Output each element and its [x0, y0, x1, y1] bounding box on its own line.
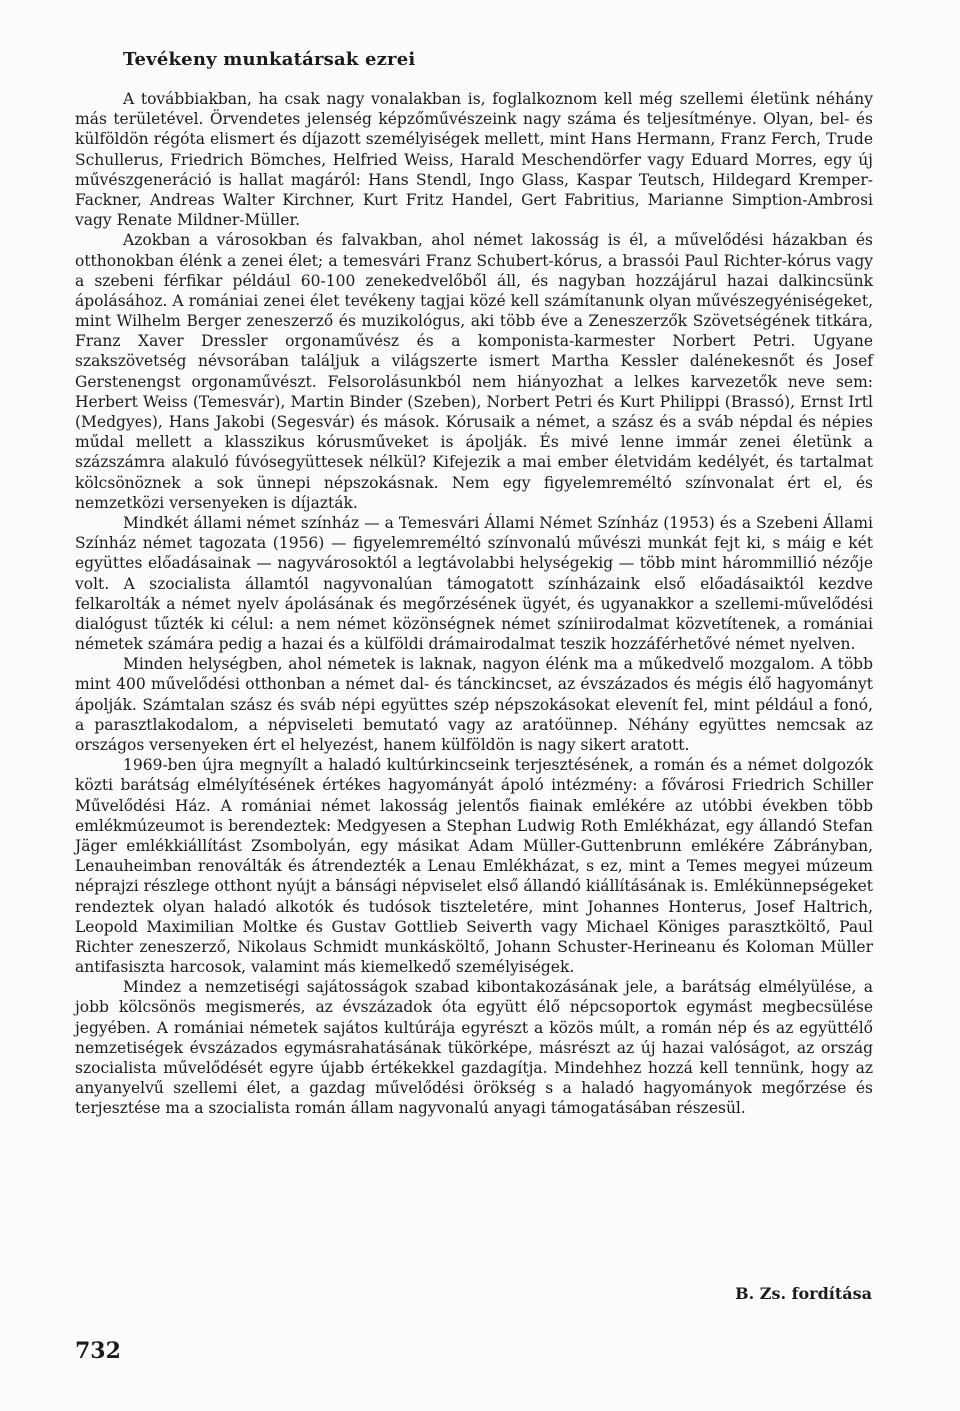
paragraph-1: A továbbiakban, ha csak nagy vonalakban is, foglalkoznom kell még szellemi életünk néhány más területével. Örvendetes jelenség képzőművészeink nagy száma és teljesítménye. Olyan, bel- és külföldön régóta elismert és díjazott személyiségek mellett, mint Hans Hermann, Franz Ferch, Trude Schullerus, Friedrich Bömches, Helfried Weiss, Harald Meschendörfer vagy Eduard Morres, egy új művészgeneráció is hallat magáról: Hans Stendl, Ingo Glass, Kaspar Teutsch, Hildegard Kremper-Fackner, Andreas Walter Kirchner, Kurt Fritz Handel, Gert Fabritius, Marianne Simption-Ambrosi vagy Renate Mildner-Müller.: [75, 90, 873, 230]
paragraph-4: Minden helységben, ahol németek is laknak, nagyon élénk ma a műkedvelő mozgalom. A több mint 400 művelődési otthonban a német dal- és tánckincset, az évszázados és mégis élő hagyományt ápolják. Számtalan szász és sváb népi együttes szép népszokásokat elevenít fel, mint például a fonó, a parasztlakodalom, a népviseleti bemutató vagy az aratóünnep. Néhány együttes nemcsak az országos versenyeken ért el helyezést, hanem külföldön is nagy sikert aratott.: [75, 655, 873, 754]
translator-signature: B. Zs. fordítása: [735, 1284, 872, 1303]
paragraph-2: Azokban a városokban és falvakban, ahol német lakosság is él, a művelődési házakban és otthonokban élénk a zenei élet; a temesvári Franz Schubert-kórus, a brassói Paul Richter-kórus vagy a szebeni férfikar például 60-100 zenekedvelőből áll, és nagyban hozzájárul hazai dalkincsünk ápolásához. A romániai zenei élet tevékeny tagjai közé kell számítanunk olyan művészegyéniségeket, mint Wilhelm Berger zeneszerző és muzikológus, aki több éve a Zeneszerzők Szövetségének titkára, Franz Xaver Dressler orgonaművész és a komponista-karmester Norbert Petri. Ugyane szakszövetség névsorában találjuk a világszerte ismert Martha Kessler dalénekesnőt és Josef Gerstenengst orgonaművészt. Felsorolásunkból nem hiányozhat a lelkes karvezetők neve sem: Herbert Weiss (Temesvár), Martin Binder (Szeben), Norbert Petri és Kurt Philippi (Brassó), Ernst Irtl (Medgyes), Hans Jakobi (Segesvár) és mások. Kórusaik a német, a szász és a sváb népdal és népies műdal mellett a klasszikus kórusműveket is ápolják. És mivé lenne immár zenei életünk a százszámra alakuló fúvósegyüttesek nélkül? Kifejezik a mai ember életvidám kedélyét, és tartalmat kölcsönöznek a sok ünnepi népszokásnak. Nem egy figyelemreméltó színvonalat ért el, és nemzetközi versenyeken is díjazták.: [75, 231, 873, 512]
section-heading: Tevékeny munkatársak ezrei: [123, 49, 416, 70]
paragraph-3: Mindkét állami német színház — a Temesvári Állami Német Színház (1953) és a Szebeni Állami Színház német tagozata (1956) — figyelemreméltó színvonalú művészi munkát fejt ki, s máig e két együttes előadásainak — nagyvárosoktól a legtávolabbi helységekig — több mint hárommillió nézője volt. A szocialista államtól nagyvonalúan támogatott színházaink első előadásaiktól kezdve felkarolták a német nyelv ápolásának és megőrzésének ügyét, és ugyanakkor a szellemi-művelődési dialógust tűzték ki célul: a nem német közönségnek német színiirodalmat közvetítenek, a romániai németek számára pedig a hazai és a külföldi drámairodalmat teszik hozzáférhetővé német nyelven.: [75, 513, 873, 654]
article-body: [75, 89, 873, 1119]
page-number: 732: [75, 1338, 121, 1364]
paragraph-6: Mindez a nemzetiségi sajátosságok szabad kibontakozásának jele, a barátság elmélyülése, a jobb kölcsönös megismerés, az évszázadok óta együtt élő népcsoportok egymást megbecsülése jegyében. A romániai németek sajátos kultúrája egyrészt a közös múlt, a román nép és az együttélő nemzetiségek évszázados egymásrahatásának tükörképe, másrészt az új hazai valóságot, az ország szocialista művelődését egyre újabb értékekkel gazdagítja. Mindehhez hozzá kell tennünk, hogy az anyanyelvű szellemi élet, a gazdag művelődési örökség s a haladó hagyományok megőrzése és terjesztése ma a szocialista román állam nagyvonalú anyagi támogatásában részesül.: [75, 978, 873, 1118]
paragraph-5: 1969-ben újra megnyílt a haladó kultúrkincseink terjesztésének, a román és a német dolgozók közti barátság elmélyítésének értékes hagyományát ápoló intézmény: a fővárosi Friedrich Schiller Művelődési Ház. A romániai német lakosság jelentős fiainak emlékére az utóbbi években több emlékmúzeumot is berendeztek: Medgyesen a Stephan Ludwig Roth Emlékházat, egy állandó Stefan Jäger emlékkiállítást Zsombolyán, egy másikat Adam Müller-Guttenbrunn emlékére Zábrányban, Lenauheimban renoválták és átrendezték a Lenau Emlékházat, s ez, mint a Temes megyei múzeum néprajzi részlege otthont nyújt a bánsági népviselet első állandó kiállításának is. Emlékünnepségeket rendeztek olyan haladó alkotók és tudósok tiszteletére, mint Johannes Honterus, Josef Haltrich, Leopold Maximilian Moltke és Gustav Gottlieb Seiverth vagy Michael Königes parasztköltő, Paul Richter zeneszerző, Nikolaus Schmidt munkásköltő, Johann Schuster-Herineanu és Koloman Müller antifasiszta harcosok, valamint más kiemelkedő személyiségek.: [75, 756, 873, 977]
